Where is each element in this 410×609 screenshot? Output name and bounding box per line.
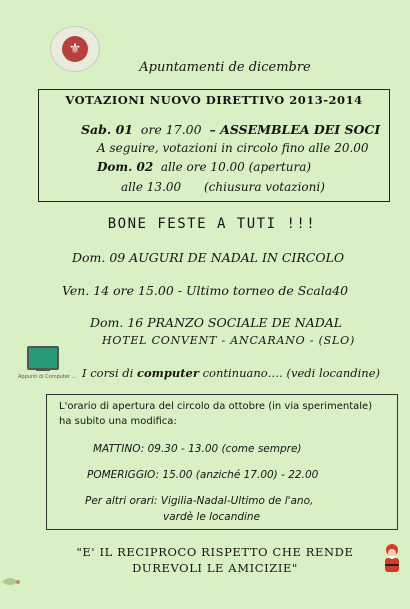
event-hotel: HOTEL CONVENT - ANCARANO - (SLO) xyxy=(102,334,356,347)
orario-altri: Per altri orari: Vigilia-Nadal-Ultimo de l'ano, xyxy=(85,495,314,507)
orario-mattino: MATTINO: 09.30 - 13.00 (come sempre) xyxy=(93,443,302,455)
orario-box xyxy=(46,394,398,530)
computer-stand-icon xyxy=(36,368,50,371)
corsi-bold: computer xyxy=(137,366,199,380)
votazioni-title: VOTAZIONI NUOVO DIRETTIVO 2013-2014 xyxy=(65,93,363,107)
votazioni-box xyxy=(38,89,390,202)
event-ven14: Ven. 14 ore 15.00 - Ultimo torneo de Scala40 xyxy=(62,283,349,298)
computer-icon xyxy=(27,346,59,370)
fleur-de-lis-icon: ⚜ xyxy=(62,36,88,62)
corsi-prefix: I corsi di xyxy=(82,366,134,380)
ore13-time: alle 13.00 xyxy=(121,180,182,194)
quote-text xyxy=(0,545,410,576)
sab-day: Sab. 01 xyxy=(81,122,133,137)
page-title: Apuntamenti de dicembre xyxy=(139,60,311,75)
dom2-day: Dom. 02 xyxy=(97,160,154,174)
dom2-text: alle ore 10.00 (apertura) xyxy=(160,160,312,174)
event-dom09: Dom. 09 AUGURI DE NADAL IN CIRCOLO xyxy=(72,250,345,265)
ore13-text: (chiusura votazioni) xyxy=(204,180,325,194)
chiusura-line xyxy=(121,180,325,194)
orario-altri2: vardè le locandine xyxy=(163,511,261,523)
computer-caption: Appunti di Computer ... xyxy=(18,374,77,380)
santa-icon xyxy=(380,542,404,578)
corsi-line xyxy=(82,366,380,380)
sab-time: ore 17.00 xyxy=(140,122,202,137)
event-dom16: Dom. 16 PRANZO SOCIALE DE NADAL xyxy=(90,315,343,330)
corsi-suffix: continuano…. (vedi locandine) xyxy=(202,366,381,380)
sab-event: – ASSEMBLEA DEI SOCI xyxy=(209,122,381,137)
quote-line1: "E' IL RECIPROCO RISPETTO CHE RENDE xyxy=(76,545,354,559)
holly-decoration-icon xyxy=(0,560,30,590)
assemblea-line xyxy=(81,122,380,137)
seguire-line: A seguire, votazioni in circolo fino alle 20.00 xyxy=(97,141,369,155)
orario-intro: L'orario di apertura del circolo da ottobre (in via sperimentale) ha subito una modifica: xyxy=(59,401,373,427)
dom2-line xyxy=(97,160,311,174)
quote-line2: DUREVOLI LE AMICIZIE" xyxy=(132,560,298,575)
orario-pomeriggio: POMERIGGIO: 15.00 (anziché 17.00) - 22.00 xyxy=(87,469,319,481)
greeting-text: BONE FESTE A TUTI !!! xyxy=(107,216,317,232)
